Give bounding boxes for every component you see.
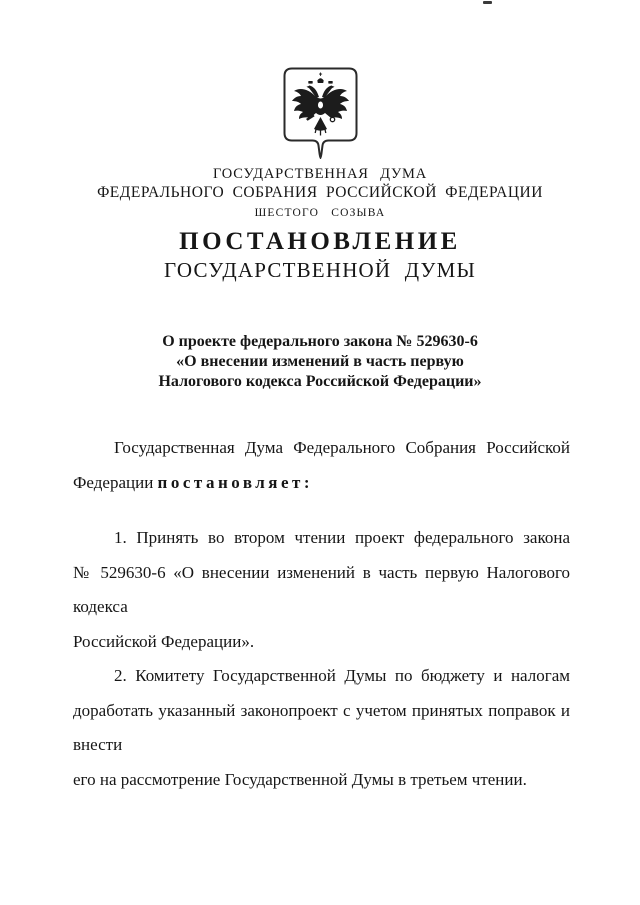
letterhead xyxy=(0,165,640,221)
document-issuer-title: ГОСУДАРСТВЕННОЙ ДУМЫ xyxy=(164,258,476,282)
item-1-paragraph xyxy=(73,521,570,659)
subject-line: О проекте федерального закона № 529630-6 xyxy=(162,333,478,350)
body-line: доработать указанный законопроект с учетом принятых поправок и внести xyxy=(73,700,570,754)
item-2-paragraph xyxy=(73,659,570,797)
convocation-line: ШЕСТОГО СОЗЫВА xyxy=(254,207,386,219)
org-parent-line: ФЕДЕРАЛЬНОГО СОБРАНИЯ РОССИЙСКОЙ ФЕДЕРАЦИИ xyxy=(97,184,543,201)
subject-line: «О внесении изменений в часть первую xyxy=(176,353,464,370)
body-line xyxy=(73,466,570,501)
document-subject xyxy=(0,332,640,392)
subject-line: Налогового кодекса Российской Федерации» xyxy=(158,373,482,390)
body-line: 2. Комитету Государственной Думы по бюджету и налогам xyxy=(114,666,570,685)
body-line: его на рассмотрение Государственной Думы в третьем чтении. xyxy=(73,769,527,789)
document-title xyxy=(0,228,640,283)
russia-coat-of-arms-icon xyxy=(283,67,358,159)
scan-artifact-mark xyxy=(483,1,492,4)
document-type-title: ПОСТАНОВЛЕНИЕ xyxy=(179,228,461,255)
body-text: Федерации xyxy=(73,472,158,492)
preamble-paragraph xyxy=(73,431,570,500)
body-line: 1. Принять во втором чтении проект федерального закона xyxy=(114,528,570,547)
resolves-verb: постановляет: xyxy=(157,472,314,492)
org-name-line: ГОСУДАРСТВЕННАЯ ДУМА xyxy=(212,166,428,182)
body-line: Российской Федерации». xyxy=(73,631,255,651)
document-body xyxy=(73,431,570,797)
body-line: № 529630-6 «О внесении изменений в часть первую Налогового кодекса xyxy=(73,562,570,616)
body-line: Государственная Дума Федерального Собрания Российской xyxy=(114,438,570,457)
